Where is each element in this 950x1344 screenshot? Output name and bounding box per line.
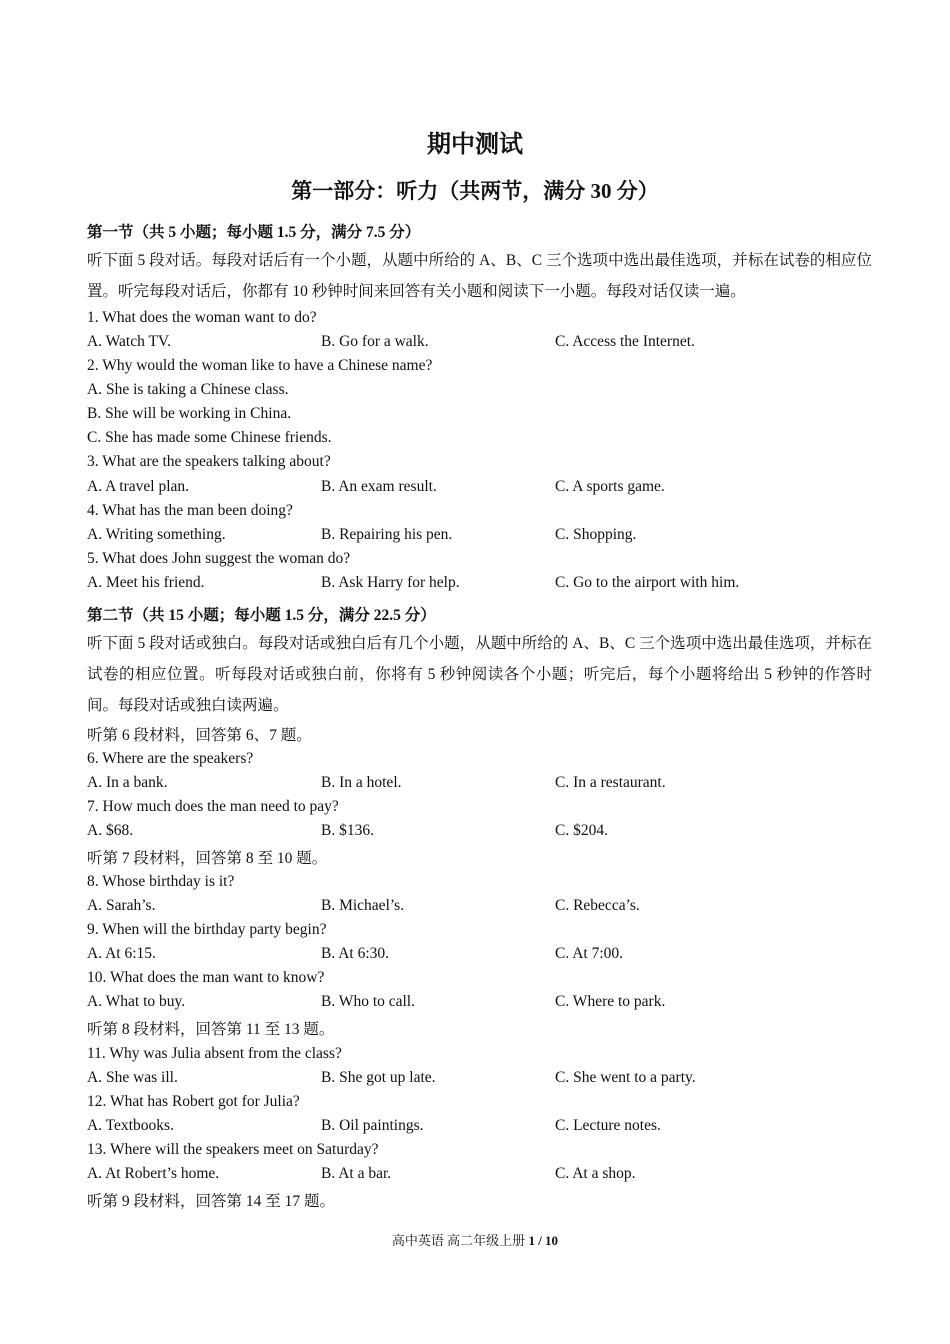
option-b: B. $136. <box>321 822 374 839</box>
question-2: 2. Why would the woman like to have a Chinese name? <box>87 357 433 374</box>
option-b: B. At a bar. <box>321 1165 392 1182</box>
option-b: B. At 6:30. <box>321 945 390 962</box>
question-5: 5. What does John suggest the woman do? <box>87 550 351 567</box>
option-c: C. In a restaurant. <box>555 774 666 791</box>
option-c: C. Lecture notes. <box>555 1117 661 1134</box>
option-b: B. She got up late. <box>321 1069 436 1086</box>
option-b: B. Michael’s. <box>321 897 405 914</box>
section1-instructions: 听下面 5 段对话。每段对话后有一个小题，从题中所给的 A、B、C 三个选项中选出最佳选项，并标在试卷的相应位置。听完每段对话后，你都有 10 秒钟时间来回答有关小题和阅读下一小题。每段对话仅读一遍。 <box>87 252 872 300</box>
option-b: B. An exam result. <box>321 478 437 495</box>
question-8: 8. Whose birthday is it? <box>87 873 235 890</box>
option-a: A. At Robert’s home. <box>87 1165 220 1182</box>
option-a: A. Textbooks. <box>87 1117 174 1134</box>
option-c: C. Go to the airport with him. <box>555 574 740 591</box>
section1-heading: 第一节（共 5 小题；每小题 1.5 分，满分 7.5 分） <box>87 224 421 241</box>
option-a: A. Sarah’s. <box>87 897 156 914</box>
option-c: C. At 7:00. <box>555 945 624 962</box>
option-c: C. Rebecca’s. <box>555 897 640 914</box>
option-b: B. Ask Harry for help. <box>321 574 460 591</box>
option-a: A. In a bank. <box>87 774 168 791</box>
page-footer <box>0 1230 950 1249</box>
question-1: 1. What does the woman want to do? <box>87 309 317 326</box>
question-12: 12. What has Robert got for Julia? <box>87 1093 300 1110</box>
section2-heading: 第二节（共 15 小题；每小题 1.5 分，满分 22.5 分） <box>87 607 436 624</box>
material-6-note: 听第 6 段材料，回答第 6、7 题。 <box>87 727 312 744</box>
option-a: A. Writing something. <box>87 526 226 543</box>
option-b: B. In a hotel. <box>321 774 402 791</box>
option-a: A. $68. <box>87 822 134 839</box>
option-a: A. At 6:15. <box>87 945 156 962</box>
option-c: C. Where to park. <box>555 993 666 1010</box>
question-3: 3. What are the speakers talking about? <box>87 453 331 470</box>
part-title: 第一部分：听力（共两节，满分 30 分） <box>291 179 659 203</box>
question-9: 9. When will the birthday party begin? <box>87 921 327 938</box>
question-4: 4. What has the man been doing? <box>87 502 293 519</box>
option-c: C. She has made some Chinese friends. <box>87 429 332 446</box>
option-b: B. Repairing his pen. <box>321 526 453 543</box>
option-a: A. Meet his friend. <box>87 574 205 591</box>
material-9-note: 听第 9 段材料，回答第 14 至 17 题。 <box>87 1193 336 1210</box>
option-c: C. Shopping. <box>555 526 637 543</box>
option-a: A. Watch TV. <box>87 333 172 350</box>
option-a: A. She is taking a Chinese class. <box>87 381 289 398</box>
option-b: B. She will be working in China. <box>87 405 292 422</box>
question-6: 6. Where are the speakers? <box>87 750 254 767</box>
option-c: C. She went to a party. <box>555 1069 696 1086</box>
material-7-note: 听第 7 段材料，回答第 8 至 10 题。 <box>87 850 328 867</box>
footer-text: 高中英语 高二年级上册 <box>391 1233 529 1248</box>
option-a: A. What to buy. <box>87 993 186 1010</box>
section2-instructions: 听下面 5 段对话或独白。每段对话或独白后有几个小题，从题中所给的 A、B、C 三个选项中选出最佳选项，并标在试卷的相应位置。听每段对话或独白前，你将有 5 秒钟阅读各个小题；听完后，每个小题将给出 5 秒钟的作答时间。每段对话或独白读两遍。 <box>87 635 872 714</box>
question-13: 13. Where will the speakers meet on Saturday? <box>87 1141 379 1158</box>
material-8-note: 听第 8 段材料，回答第 11 至 13 题。 <box>87 1021 335 1038</box>
page-number: 1 / 10 <box>528 1233 559 1248</box>
option-c: C. A sports game. <box>555 478 665 495</box>
option-a: A. She was ill. <box>87 1069 178 1086</box>
page-title: 期中测试 <box>427 132 523 158</box>
option-b: B. Go for a walk. <box>321 333 429 350</box>
option-c: C. Access the Internet. <box>555 333 695 350</box>
option-a: A. A travel plan. <box>87 478 190 495</box>
question-10: 10. What does the man want to know? <box>87 969 325 986</box>
question-11: 11. Why was Julia absent from the class? <box>87 1045 342 1062</box>
option-b: B. Oil paintings. <box>321 1117 424 1134</box>
option-c: C. $204. <box>555 822 608 839</box>
option-b: B. Who to call. <box>321 993 415 1010</box>
option-c: C. At a shop. <box>555 1165 636 1182</box>
question-7: 7. How much does the man need to pay? <box>87 798 339 815</box>
